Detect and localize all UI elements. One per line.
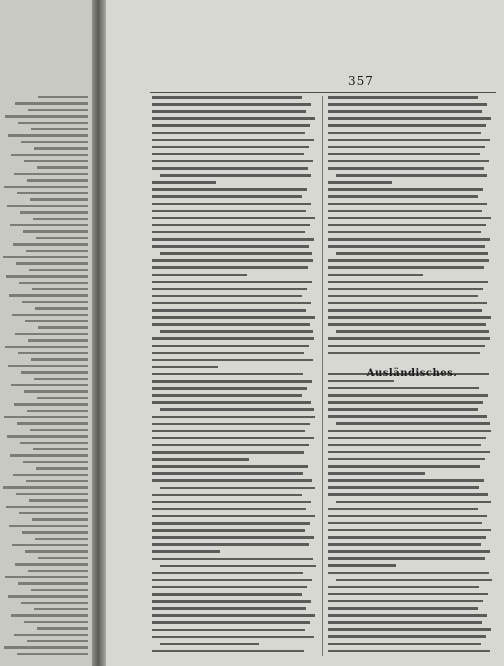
text-line bbox=[29, 499, 88, 501]
text-line bbox=[24, 390, 88, 392]
text-line bbox=[328, 288, 483, 291]
text-line bbox=[152, 444, 309, 447]
text-line bbox=[328, 557, 485, 560]
text-line bbox=[152, 600, 311, 603]
text-line bbox=[19, 282, 88, 284]
text-line bbox=[328, 600, 483, 603]
text-line bbox=[328, 139, 490, 142]
text-line bbox=[11, 384, 88, 386]
text-line bbox=[152, 110, 306, 113]
text-line bbox=[328, 124, 486, 127]
text-line bbox=[38, 96, 88, 98]
text-line bbox=[152, 650, 304, 653]
text-line bbox=[8, 595, 88, 597]
text-line bbox=[36, 237, 88, 239]
text-line bbox=[30, 429, 88, 431]
text-line bbox=[152, 416, 315, 419]
text-line bbox=[26, 480, 88, 482]
text-line bbox=[4, 416, 88, 418]
text-line bbox=[17, 422, 88, 424]
text-line bbox=[4, 646, 88, 648]
text-line bbox=[9, 294, 88, 296]
text-line bbox=[3, 256, 88, 258]
text-line bbox=[152, 515, 315, 518]
text-line bbox=[14, 403, 88, 405]
text-line bbox=[27, 640, 88, 642]
text-line bbox=[328, 245, 485, 248]
text-line bbox=[14, 173, 88, 175]
text-line bbox=[328, 486, 479, 489]
text-line bbox=[16, 493, 88, 495]
text-line bbox=[328, 323, 486, 326]
text-line bbox=[336, 422, 490, 425]
text-line bbox=[152, 316, 315, 319]
text-line bbox=[33, 448, 88, 450]
text-line bbox=[36, 467, 88, 469]
text-line bbox=[328, 586, 479, 589]
text-line bbox=[152, 494, 302, 497]
text-line bbox=[152, 160, 313, 163]
text-line bbox=[152, 621, 310, 624]
text-line bbox=[152, 572, 303, 575]
text-line bbox=[152, 373, 303, 376]
text-line bbox=[328, 345, 485, 348]
text-line bbox=[152, 337, 314, 340]
text-line bbox=[37, 627, 88, 629]
text-line bbox=[328, 522, 482, 525]
text-line bbox=[328, 572, 489, 575]
text-line bbox=[152, 550, 220, 553]
text-line bbox=[152, 103, 311, 106]
section-heading: Ausländisches. bbox=[366, 368, 458, 379]
text-line bbox=[8, 134, 88, 136]
text-line bbox=[328, 564, 396, 567]
text-line bbox=[152, 543, 309, 546]
text-line bbox=[152, 522, 310, 525]
text-line bbox=[152, 586, 307, 589]
column-separator bbox=[322, 96, 323, 656]
text-line bbox=[152, 188, 307, 191]
text-line bbox=[152, 167, 308, 170]
text-line bbox=[152, 281, 312, 284]
text-line bbox=[328, 103, 487, 106]
text-line bbox=[328, 529, 491, 532]
text-line bbox=[152, 139, 314, 142]
text-line bbox=[160, 565, 316, 568]
text-line bbox=[152, 472, 303, 475]
text-line bbox=[5, 576, 88, 578]
text-line bbox=[328, 195, 478, 198]
text-line bbox=[328, 650, 490, 653]
text-line bbox=[328, 266, 484, 269]
text-line bbox=[328, 458, 485, 461]
text-line bbox=[328, 146, 485, 149]
text-line bbox=[152, 245, 309, 248]
text-line bbox=[152, 345, 309, 348]
text-line bbox=[328, 430, 491, 433]
text-line bbox=[152, 96, 302, 99]
text-line bbox=[328, 224, 486, 227]
text-line bbox=[32, 518, 88, 520]
text-line bbox=[328, 387, 479, 390]
text-line bbox=[21, 602, 88, 604]
text-line bbox=[152, 465, 308, 468]
text-line bbox=[152, 394, 302, 397]
text-line bbox=[328, 508, 478, 511]
text-line bbox=[25, 320, 88, 322]
text-line bbox=[11, 614, 88, 616]
text-line bbox=[14, 634, 88, 636]
header-rule bbox=[150, 92, 496, 93]
text-line bbox=[152, 309, 306, 312]
text-line bbox=[160, 330, 313, 333]
text-line bbox=[15, 563, 88, 565]
text-line bbox=[15, 333, 88, 335]
text-line bbox=[152, 607, 306, 610]
text-line bbox=[152, 558, 313, 561]
text-line bbox=[31, 358, 88, 360]
text-line bbox=[7, 435, 88, 437]
text-line bbox=[160, 487, 315, 490]
text-line bbox=[28, 570, 88, 572]
text-line bbox=[152, 238, 314, 241]
book-gutter bbox=[92, 0, 106, 666]
text-line bbox=[24, 621, 88, 623]
text-line bbox=[336, 330, 489, 333]
text-line bbox=[152, 366, 218, 369]
text-line bbox=[152, 629, 305, 632]
text-line bbox=[152, 579, 312, 582]
text-line bbox=[30, 198, 88, 200]
text-line bbox=[328, 643, 481, 646]
text-line bbox=[328, 515, 487, 518]
text-line bbox=[152, 593, 302, 596]
text-line bbox=[328, 493, 488, 496]
text-line bbox=[18, 122, 88, 124]
text-line bbox=[13, 243, 88, 245]
text-line bbox=[13, 474, 88, 476]
text-line bbox=[328, 302, 487, 305]
facing-page-fragment bbox=[0, 0, 92, 666]
text-line bbox=[160, 252, 312, 255]
text-line bbox=[152, 387, 307, 390]
text-line bbox=[328, 132, 481, 135]
text-line bbox=[328, 259, 489, 262]
text-line bbox=[22, 531, 88, 533]
text-line bbox=[328, 352, 480, 355]
text-line bbox=[328, 295, 478, 298]
text-line bbox=[12, 544, 88, 546]
text-line bbox=[328, 543, 481, 546]
text-line bbox=[38, 557, 88, 559]
text-line bbox=[152, 352, 304, 355]
text-line bbox=[15, 102, 88, 104]
text-line bbox=[152, 508, 306, 511]
text-line bbox=[19, 512, 88, 514]
text-line bbox=[328, 394, 488, 397]
text-line bbox=[21, 371, 88, 373]
text-line bbox=[7, 205, 88, 207]
text-line bbox=[35, 307, 88, 309]
text-line bbox=[328, 167, 484, 170]
text-line bbox=[23, 230, 88, 232]
text-line bbox=[152, 430, 305, 433]
text-line bbox=[328, 231, 481, 234]
text-line bbox=[23, 461, 88, 463]
text-line bbox=[18, 352, 88, 354]
text-line bbox=[152, 195, 302, 198]
text-line bbox=[8, 365, 88, 367]
text-line bbox=[152, 614, 315, 617]
text-line bbox=[26, 250, 88, 252]
text-line bbox=[28, 109, 88, 111]
text-line bbox=[328, 96, 478, 99]
text-line bbox=[328, 153, 480, 156]
text-line bbox=[328, 380, 394, 383]
text-line bbox=[5, 115, 88, 117]
text-line bbox=[336, 579, 492, 582]
text-line bbox=[328, 437, 486, 440]
text-line bbox=[328, 415, 487, 418]
text-line bbox=[5, 346, 88, 348]
text-line bbox=[152, 203, 311, 206]
text-line bbox=[328, 316, 491, 319]
text-line bbox=[12, 314, 88, 316]
text-line bbox=[328, 479, 484, 482]
text-line bbox=[336, 174, 487, 177]
text-line bbox=[20, 442, 88, 444]
text-line bbox=[10, 224, 88, 226]
text-line bbox=[328, 550, 490, 553]
text-line bbox=[28, 339, 88, 341]
text-line bbox=[152, 231, 305, 234]
text-line bbox=[152, 380, 312, 383]
text-line bbox=[328, 635, 486, 638]
text-line bbox=[152, 153, 304, 156]
text-line bbox=[328, 614, 487, 617]
text-line bbox=[34, 378, 88, 380]
text-line bbox=[328, 181, 392, 184]
text-line bbox=[152, 636, 314, 639]
text-line bbox=[152, 401, 311, 404]
text-line bbox=[328, 281, 488, 284]
text-line bbox=[27, 410, 88, 412]
text-line bbox=[328, 628, 491, 631]
text-line bbox=[24, 160, 88, 162]
text-line bbox=[328, 210, 482, 213]
text-line bbox=[152, 274, 247, 277]
text-line bbox=[152, 259, 313, 262]
text-line bbox=[328, 217, 491, 220]
text-line bbox=[328, 472, 425, 475]
text-line bbox=[10, 454, 88, 456]
text-line bbox=[160, 174, 311, 177]
text-line bbox=[152, 132, 305, 135]
text-line bbox=[152, 359, 313, 362]
text-line bbox=[152, 302, 311, 305]
text-line bbox=[27, 179, 88, 181]
text-line bbox=[152, 266, 308, 269]
text-line bbox=[152, 423, 310, 426]
text-line bbox=[152, 323, 310, 326]
text-line bbox=[152, 124, 310, 127]
text-line bbox=[328, 593, 488, 596]
text-line bbox=[328, 451, 490, 454]
text-line bbox=[328, 117, 491, 120]
text-line bbox=[328, 309, 482, 312]
text-line bbox=[17, 653, 88, 655]
text-line bbox=[336, 252, 488, 255]
text-line bbox=[11, 154, 88, 156]
text-line bbox=[9, 525, 88, 527]
text-line bbox=[16, 262, 88, 264]
text-line bbox=[29, 269, 88, 271]
text-line bbox=[328, 160, 489, 163]
text-line bbox=[37, 166, 88, 168]
text-line bbox=[328, 621, 482, 624]
text-line bbox=[160, 408, 314, 411]
text-line bbox=[328, 465, 480, 468]
text-line bbox=[160, 643, 259, 646]
text-line bbox=[152, 501, 311, 504]
text-line bbox=[152, 181, 216, 184]
text-line bbox=[152, 437, 314, 440]
text-line bbox=[152, 536, 314, 539]
text-line bbox=[328, 401, 483, 404]
text-line bbox=[21, 141, 88, 143]
text-line bbox=[152, 529, 305, 532]
text-line bbox=[152, 146, 309, 149]
text-line bbox=[328, 274, 423, 277]
text-line bbox=[34, 608, 88, 610]
text-line bbox=[20, 211, 88, 213]
text-line bbox=[328, 536, 486, 539]
text-line bbox=[37, 397, 88, 399]
text-line bbox=[33, 218, 88, 220]
text-line bbox=[31, 589, 88, 591]
text-line bbox=[34, 147, 88, 149]
text-line bbox=[152, 210, 306, 213]
text-line bbox=[6, 275, 88, 277]
text-line bbox=[38, 326, 88, 328]
text-line bbox=[22, 301, 88, 303]
text-line bbox=[328, 408, 478, 411]
text-line bbox=[328, 337, 490, 340]
text-line bbox=[152, 458, 249, 461]
text-line bbox=[328, 238, 490, 241]
text-line bbox=[336, 501, 491, 504]
newspaper-page bbox=[106, 0, 504, 666]
text-line bbox=[152, 217, 315, 220]
text-line bbox=[25, 550, 88, 552]
text-line bbox=[3, 486, 88, 488]
text-line bbox=[4, 186, 88, 188]
text-line bbox=[17, 192, 88, 194]
text-line bbox=[152, 295, 302, 298]
text-line bbox=[328, 203, 487, 206]
text-line bbox=[32, 288, 88, 290]
text-line bbox=[152, 479, 312, 482]
text-line bbox=[152, 224, 310, 227]
text-line bbox=[328, 607, 478, 610]
text-line bbox=[31, 128, 88, 130]
text-line bbox=[152, 117, 315, 120]
text-line bbox=[152, 451, 304, 454]
text-line bbox=[35, 538, 88, 540]
text-line bbox=[328, 110, 482, 113]
page-number: 357 bbox=[348, 74, 374, 88]
text-line bbox=[6, 506, 88, 508]
text-line bbox=[18, 582, 88, 584]
text-line bbox=[328, 188, 483, 191]
text-line bbox=[328, 444, 481, 447]
text-line bbox=[152, 288, 307, 291]
